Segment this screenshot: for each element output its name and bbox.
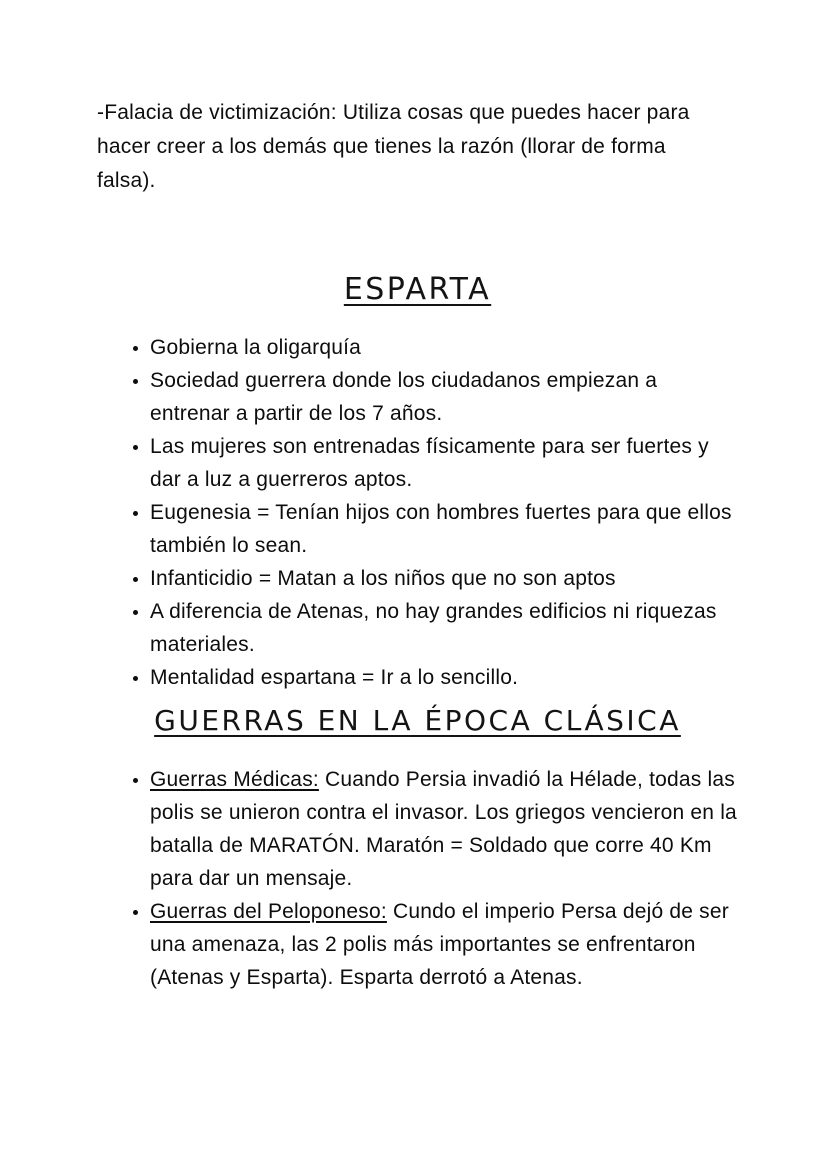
esparta-bullet-list — [97, 331, 738, 694]
bullet-lead-guerras-peloponeso: Guerras del Peloponeso: — [150, 900, 387, 923]
section-heading-guerras-epoca-clasica: GUERRAS EN LA ÉPOCA CLÁSICA — [154, 704, 681, 737]
bullet-item — [150, 763, 738, 895]
bullet-item: • Las mujeres son entrenadas físicamente para ser fuertes y dar a luz a guerreros aptos. — [150, 430, 738, 496]
bullet-item: • Mentalidad espartana = Ir a lo sencillo. — [150, 661, 738, 694]
bullet-item — [150, 895, 738, 994]
bullet-body: Cundo el imperio Persa dejó de ser una amenaza, las 2 polis más importantes se enfrentaron (Atenas y Esparta). Esparta derrotó a Atenas. — [150, 900, 729, 989]
guerras-bullet-list — [97, 763, 738, 994]
bullet-item: • Eugenesia = Tenían hijos con hombres fuertes para que ellos también lo sean. — [150, 496, 738, 562]
bullet-item: • Sociedad guerrera donde los ciudadanos empiezan a entrenar a partir de los 7 años. — [150, 364, 738, 430]
intro-paragraph: -Falacia de victimización: Utiliza cosas que puedes hacer para hacer creer a los demás que tienes la razón (llorar de forma falsa). — [97, 101, 690, 192]
section-heading-esparta: ESPARTA — [343, 272, 492, 307]
bullet-body: Cuando Persia invadió la Hélade, todas las polis se unieron contra el invasor. Los griegos vencieron en la batalla de MARATÓN. Maratón = Soldado que corre 40 Km para dar un mensaje. — [150, 768, 737, 890]
bullet-item: • Gobierna la oligarquía — [150, 331, 738, 364]
bullet-lead-guerras-medicas: Guerras Médicas: — [150, 768, 319, 791]
bullet-item: • A diferencia de Atenas, no hay grandes edificios ni riquezas materiales. — [150, 595, 738, 661]
bullet-item: • Infanticidio = Matan a los niños que no son aptos — [150, 562, 738, 595]
